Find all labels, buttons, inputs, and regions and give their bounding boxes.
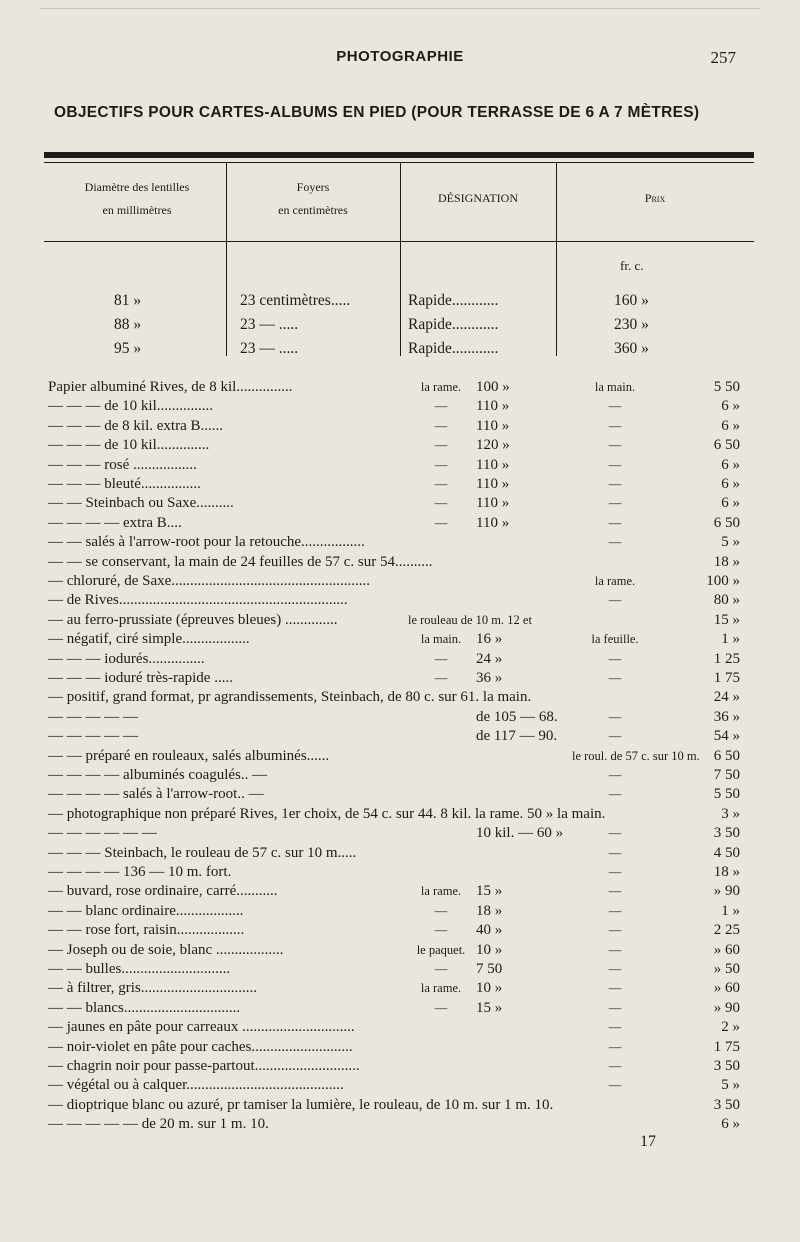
paper-desc: — — blanc ordinaire..................: [48, 902, 244, 919]
paper-u1: la rame.: [420, 884, 462, 899]
paper-p2: 3 50: [713, 1058, 740, 1074]
paper-u1: —: [434, 438, 448, 453]
paper-u1: —: [434, 671, 448, 685]
paper-u2: —: [608, 438, 622, 453]
paper-p2: 3 50: [713, 825, 740, 842]
paper-p2: 1 »: [721, 631, 740, 648]
paper-desc: — — — de 10 kil..............: [48, 437, 210, 454]
paper-desc: — positif, grand format, pr agrandissements, Steinbach, de 80 c. sur 61. la main.: [48, 689, 532, 706]
paper-desc: — — — — — —: [48, 825, 157, 842]
paper-u1: —: [434, 651, 448, 666]
paper-p1: 110 »: [476, 456, 510, 473]
paper-u2: —: [608, 962, 622, 976]
list-item: [0, 1113, 800, 1135]
paper-desc: — chagrin noir pour passe-partout............................: [48, 1058, 360, 1074]
price-unit-label: fr. c.: [620, 258, 644, 273]
header-price: Prix: [644, 191, 666, 205]
paper-p2: » 60: [713, 980, 740, 997]
paper-u2: —: [608, 884, 622, 899]
paper-desc: — — blancs...............................: [48, 999, 241, 1016]
paper-u2: —: [608, 671, 622, 685]
paper-p2: 6 50: [713, 514, 740, 531]
paper-p2: 3 50: [713, 1096, 740, 1113]
paper-u1: —: [434, 418, 448, 433]
table-row: 81 » 23 centimètres..... Rapide............ 160 »: [114, 292, 649, 309]
paper-desc: — Joseph ou de soie, blanc ..................: [48, 941, 284, 958]
paper-desc: — de Rives.............................................................: [48, 592, 348, 609]
paper-p2: 3 »: [721, 805, 740, 822]
paper-desc: — — — — —: [48, 728, 138, 745]
paper-p2: 6 »: [721, 495, 740, 512]
paper-p2: 1 75: [713, 670, 740, 686]
paper-p1: de 105 — 68.: [476, 708, 558, 725]
paper-desc: — — — bleuté................: [48, 476, 201, 492]
header-designation: DÉSIGNATION: [438, 191, 518, 205]
paper-u2: la main.: [594, 380, 636, 394]
table-top-rule: [44, 152, 754, 158]
paper-u1: —: [434, 496, 448, 511]
paper-desc: — — salés à l'arrow-root pour la retouche.................: [48, 534, 365, 551]
signature-number: 17: [640, 1133, 656, 1150]
paper-u2: —: [608, 535, 622, 550]
paper-desc: — — — — albuminés coagulés.. —: [48, 767, 268, 783]
paper-p1: 110 »: [476, 398, 510, 415]
paper-p1: 110 »: [476, 495, 510, 512]
paper-u2: —: [608, 1020, 622, 1035]
paper-u2: —: [608, 768, 622, 782]
paper-desc: — jaunes en pâte pour carreaux ..............................: [48, 1019, 355, 1036]
paper-p2: 18 »: [713, 553, 740, 570]
paper-u2: la feuille.: [591, 632, 639, 647]
paper-u2: —: [608, 1078, 622, 1093]
paper-u2: —: [608, 865, 622, 879]
paper-p1: 120 »: [476, 437, 510, 454]
paper-p1: 36 »: [476, 670, 503, 686]
paper-p1: 10 »: [476, 980, 503, 997]
paper-p2: » 60: [713, 941, 740, 958]
paper-desc: — — — de 8 kil. extra B......: [48, 417, 223, 434]
paper-p2: 6 »: [721, 1116, 740, 1133]
paper-u2: —: [608, 709, 622, 724]
paper-u2: —: [608, 496, 622, 511]
paper-p2: 2 »: [721, 1019, 740, 1036]
paper-p2: 6 »: [721, 417, 740, 434]
paper-p2: 24 »: [713, 689, 740, 706]
paper-p2: 6 50: [713, 747, 740, 764]
paper-u1: —: [434, 903, 448, 918]
paper-p1: 7 50: [476, 961, 503, 977]
paper-u1: —: [434, 515, 448, 530]
paper-u1: la rame.: [420, 981, 462, 996]
paper-p2: 7 50: [713, 767, 740, 783]
paper-desc: — négatif, ciré simple..................: [48, 631, 250, 648]
top-edge-line: [40, 8, 760, 9]
table-top-thin-rule: [44, 162, 754, 163]
paper-desc: — — se conservant, la main de 24 feuilles de 57 c. sur 54..........: [48, 553, 433, 570]
paper-u2: —: [608, 651, 622, 666]
paper-u2: —: [608, 942, 622, 957]
paper-u2: —: [608, 981, 622, 996]
paper-desc: — — — — — de 20 m. sur 1 m. 10.: [48, 1116, 269, 1133]
paper-u1: le rouleau de 10 m. 12 et: [408, 612, 532, 627]
table-row: 88 » 23 — ..... Rapide............ 230 »: [114, 316, 649, 333]
paper-u1: —: [434, 457, 448, 472]
paper-u2: la rame.: [594, 574, 636, 588]
paper-u2: —: [608, 787, 622, 802]
table-row: 95 » 23 — ..... Rapide............ 360 »: [114, 340, 649, 357]
paper-u1: —: [434, 923, 448, 938]
paper-u1: le paquet.: [416, 942, 466, 957]
paper-p2: 6 »: [721, 476, 740, 492]
paper-p2: 6 50: [713, 437, 740, 454]
paper-desc: — — — — extra B....: [48, 514, 182, 531]
paper-p2: 80 »: [713, 592, 740, 609]
paper-u2: —: [608, 729, 622, 744]
paper-p1: 18 »: [476, 902, 503, 919]
paper-u1: la main.: [420, 632, 462, 647]
running-header-title: PHOTOGRAPHIE: [336, 48, 464, 65]
paper-desc: — buvard, rose ordinaire, carré...........: [48, 883, 278, 900]
paper-p2: 5 »: [721, 1077, 740, 1094]
paper-p2: 6 »: [721, 456, 740, 473]
paper-p2: » 50: [713, 961, 740, 977]
paper-p1: 100 »: [476, 379, 510, 395]
paper-p2: » 90: [713, 999, 740, 1016]
paper-p1: 110 »: [476, 417, 510, 434]
paper-p1: 16 »: [476, 631, 503, 648]
paper-p2: 18 »: [713, 864, 740, 880]
paper-desc: — — — de 10 kil...............: [48, 398, 213, 415]
paper-desc: — — Steinbach ou Saxe..........: [48, 495, 234, 512]
paper-p2: 5 »: [721, 534, 740, 551]
paper-desc: — — bulles.............................: [48, 961, 231, 977]
paper-u1: —: [434, 399, 448, 414]
paper-u2: —: [608, 845, 622, 860]
paper-u2: —: [608, 826, 622, 841]
paper-u2: —: [608, 457, 622, 472]
paper-desc: — noir-violet en pâte pour caches...........................: [48, 1038, 353, 1055]
header-focal: Foyers en centimètres: [278, 180, 348, 217]
paper-p2: 15 »: [713, 611, 740, 628]
paper-u2: —: [608, 1000, 622, 1015]
section-title: OBJECTIFS POUR CARTES-ALBUMS EN PIED (POUR TERRASSE DE 6 A 7 MÈTRES): [54, 104, 700, 121]
paper-u1: la rame.: [420, 380, 462, 394]
paper-u2: —: [608, 418, 622, 433]
paper-desc: Papier albuminé Rives, de 8 kil...............: [48, 379, 293, 395]
paper-p1: 110 »: [476, 476, 510, 492]
paper-desc: — — — — 136 — 10 m. fort.: [48, 864, 232, 880]
header-diameter: Diamètre des lentilles en millimètres: [84, 180, 190, 217]
paper-u2: —: [608, 593, 622, 608]
paper-desc: — à filtrer, gris...............................: [48, 980, 257, 997]
paper-p2: 5 50: [713, 786, 740, 803]
paper-desc: — — préparé en rouleaux, salés albuminés......: [48, 747, 330, 764]
paper-p2: 6 »: [721, 398, 740, 415]
paper-p1: 15 »: [476, 883, 503, 900]
paper-p2: 100 »: [706, 573, 740, 589]
paper-desc: — — — rosé .................: [48, 456, 197, 473]
paper-desc: — — — ioduré très-rapide .....: [48, 670, 233, 686]
paper-u2: —: [608, 903, 622, 918]
paper-p2: 1 25: [713, 650, 740, 667]
paper-p1: 110 »: [476, 514, 510, 531]
paper-u2: —: [608, 477, 622, 491]
page-number: 257: [710, 48, 736, 67]
paper-p1: 10 »: [476, 941, 503, 958]
paper-p1: de 117 — 90.: [476, 728, 558, 745]
paper-u1: —: [434, 962, 448, 976]
paper-desc: — chloruré, de Saxe.....................................................: [48, 573, 371, 589]
paper-u2: le roul. de 57 c. sur 10 m.: [572, 748, 700, 763]
paper-p1: 40 »: [476, 922, 503, 939]
paper-u2: —: [608, 923, 622, 938]
paper-p1: 15 »: [476, 999, 503, 1016]
paper-u1: —: [434, 1000, 448, 1015]
paper-u1: —: [434, 477, 448, 491]
table-header-bottom-rule: [44, 241, 754, 242]
paper-p2: 54 »: [713, 728, 740, 745]
paper-p2: » 90: [713, 883, 740, 900]
paper-p2: 36 »: [713, 708, 740, 725]
paper-p2: 2 25: [713, 922, 740, 939]
paper-p2: 1 »: [721, 902, 740, 919]
paper-desc: — au ferro-prussiate (épreuves bleues) ..............: [48, 611, 338, 628]
paper-desc: — — rose fort, raisin..................: [48, 922, 245, 939]
paper-p2: 1 75: [713, 1038, 740, 1055]
paper-u2: —: [608, 399, 622, 414]
paper-desc: — — — — —: [48, 708, 138, 725]
paper-u2: —: [608, 1059, 622, 1073]
paper-p2: 5 50: [713, 379, 740, 395]
paper-desc: — — — Steinbach, le rouleau de 57 c. sur 10 m.....: [48, 844, 357, 861]
paper-p1: 10 kil. — 60 »: [476, 825, 564, 842]
paper-desc: — végétal ou à calquer..........................................: [48, 1077, 344, 1094]
paper-desc: — — — — salés à l'arrow-root.. —: [48, 786, 264, 803]
paper-desc: — photographique non préparé Rives, 1er choix, de 54 c. sur 44. 8 kil. la rame. 50 » la main.: [48, 805, 606, 822]
paper-u2: —: [608, 515, 622, 530]
paper-desc: — — — iodurés...............: [48, 650, 205, 667]
paper-p1: 24 »: [476, 650, 503, 667]
paper-p2: 4 50: [713, 844, 740, 861]
paper-desc: — dioptrique blanc ou azuré, pr tamiser la lumière, le rouleau, de 10 m. sur 1 m. 10.: [48, 1096, 554, 1113]
paper-u2: —: [608, 1039, 622, 1054]
